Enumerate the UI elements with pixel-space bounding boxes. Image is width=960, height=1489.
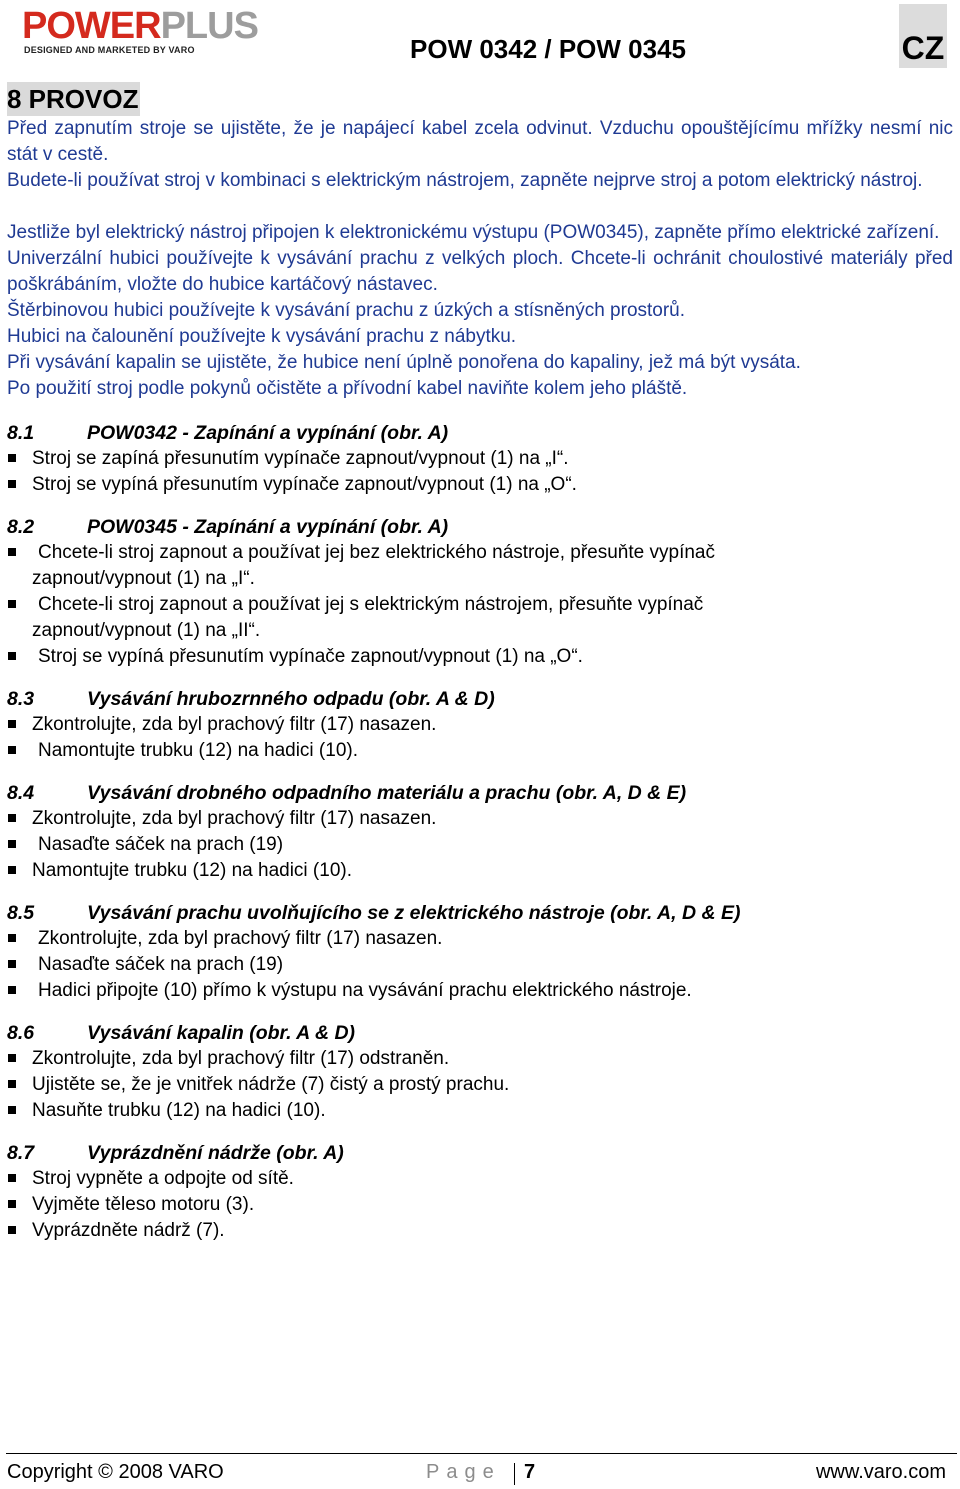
list-item: Zkontrolujte, zda byl prachový filtr (17) odstraněn. bbox=[7, 1046, 953, 1072]
intro-paragraph: Štěrbinovou hubici používejte k vysávání prachu z úzkých a stísněných prostorů. bbox=[7, 300, 686, 321]
bullet-icon bbox=[8, 1226, 16, 1234]
list-item: Zkontrolujte, zda byl prachový filtr (17) nasazen. bbox=[7, 712, 953, 738]
list-item: Stroj se vypíná přesunutím vypínače zapnout/vypnout (1) na „O“. bbox=[7, 472, 953, 498]
logo-tagline: DESIGNED AND MARKETED BY VARO bbox=[24, 45, 195, 55]
list-item: Chcete-li stroj zapnout a používat jej bez elektrického nástroje, přesuňte vypínač zapnout/vypnout (1) na „I“. bbox=[7, 540, 953, 592]
intro-paragraph: Budete-li používat stroj v kombinaci s elektrickým nástrojem, zapněte nejprve stroj a potom elektrický nástroj. bbox=[7, 170, 923, 191]
list-item: Zkontrolujte, zda byl prachový filtr (17) nasazen. bbox=[7, 926, 953, 952]
bullet-list bbox=[7, 1166, 953, 1244]
bullet-icon bbox=[8, 960, 16, 968]
bullet-icon bbox=[8, 652, 16, 660]
bullet-icon bbox=[8, 1200, 16, 1208]
subsection-heading: 8.4 Vysávání drobného odpadního materiálu a prachu (obr. A, D & E) bbox=[7, 782, 687, 804]
bullet-list bbox=[7, 446, 953, 498]
bullet-list bbox=[7, 806, 953, 884]
bullet-icon bbox=[8, 746, 16, 754]
subsection-heading: 8.6 Vysávání kapalin (obr. A & D) bbox=[7, 1022, 356, 1044]
bullet-icon bbox=[8, 866, 16, 874]
list-item: Stroj vypněte a odpojte od sítě. bbox=[7, 1166, 953, 1192]
bullet-list bbox=[7, 712, 953, 764]
intro-block bbox=[7, 116, 953, 402]
list-item: Zkontrolujte, zda byl prachový filtr (17) nasazen. bbox=[7, 806, 953, 832]
copyright-text: Copyright © 2008 VARO bbox=[7, 1461, 224, 1483]
bullet-icon bbox=[8, 814, 16, 822]
list-item: Ujistěte se, že je vnitřek nádrže (7) čistý a prostý prachu. bbox=[7, 1072, 953, 1098]
bullet-icon bbox=[8, 986, 16, 994]
list-item: Nasuňte trubku (12) na hadici (10). bbox=[7, 1098, 953, 1124]
language-badge: CZ bbox=[899, 4, 947, 68]
bullet-list bbox=[7, 540, 953, 670]
powerplus-logo bbox=[22, 5, 354, 56]
list-item: Stroj se zapíná přesunutím vypínače zapnout/vypnout (1) na „I“. bbox=[7, 446, 953, 472]
intro-paragraph: Při vysávání kapalin se ujistěte, že hubice není úplně ponořena do kapaliny, jež má být vysáta. bbox=[7, 352, 801, 373]
list-item: Nasaďte sáček na prach (19) bbox=[7, 832, 953, 858]
intro-paragraph: Univerzální hubici používejte k vysávání prachu z velkých ploch. Chcete-li ochránit choulostivé materiály před poškrábáním, vložte do hubice kartáčový nástavec. bbox=[7, 248, 953, 295]
list-item: Nasaďte sáček na prach (19) bbox=[7, 952, 953, 978]
list-item: Chcete-li stroj zapnout a používat jej s elektrickým nástrojem, přesuňte vypínač zapnout/vypnout (1) na „II“. bbox=[7, 592, 953, 644]
bullet-icon bbox=[8, 840, 16, 848]
subsection-heading: 8.1 POW0342 - Zapínání a vypínání (obr. A) bbox=[7, 422, 449, 444]
bullet-list bbox=[7, 926, 953, 1004]
page-label: Page bbox=[426, 1461, 501, 1483]
bullet-list bbox=[7, 1046, 953, 1124]
intro-paragraph: Jestliže byl elektrický nástroj připojen k elektronickému výstupu (POW0345), zapněte přímo elektrické zařízení. bbox=[7, 222, 940, 243]
intro-paragraph: Před zapnutím stroje se ujistěte, že je napájecí kabel zcela odvinut. Vzduchu opouštějícímu mřížky nesmí nic stát v cestě. bbox=[7, 118, 953, 165]
document-body bbox=[7, 82, 953, 1244]
subsection-heading: 8.3 Vysávání hrubozrnného odpadu (obr. A & D) bbox=[7, 688, 495, 710]
bullet-icon bbox=[8, 1080, 16, 1088]
intro-paragraph: Po použití stroj podle pokynů očistěte a přívodní kabel naviňte kolem jeho pláště. bbox=[7, 378, 688, 399]
logo-wordmark: POWERPLUS bbox=[22, 5, 258, 47]
bullet-icon bbox=[8, 600, 16, 608]
bullet-icon bbox=[8, 1054, 16, 1062]
bullet-icon bbox=[8, 720, 16, 728]
list-item: Vyjměte těleso motoru (3). bbox=[7, 1192, 953, 1218]
list-item: Hadici připojte (10) přímo k výstupu na vysávání prachu elektrického nástroje. bbox=[7, 978, 953, 1004]
list-item: Stroj se vypíná přesunutím vypínače zapnout/vypnout (1) na „O“. bbox=[7, 644, 953, 670]
subsection-heading: 8.2 POW0345 - Zapínání a vypínání (obr. A) bbox=[7, 516, 449, 538]
section-heading: 8 PROVOZ bbox=[7, 84, 139, 114]
model-title: POW 0342 / POW 0345 bbox=[410, 34, 687, 64]
bullet-icon bbox=[8, 934, 16, 942]
list-item: Namontujte trubku (12) na hadici (10). bbox=[7, 738, 953, 764]
page-footer bbox=[0, 1459, 960, 1489]
list-item: Vyprázdněte nádrž (7). bbox=[7, 1218, 953, 1244]
footer-divider bbox=[6, 1453, 957, 1454]
bullet-icon bbox=[8, 454, 16, 462]
subsection-heading: 8.5 Vysávání prachu uvolňujícího se z elektrického nástroje (obr. A, D & E) bbox=[7, 902, 741, 924]
bullet-icon bbox=[8, 1106, 16, 1114]
bullet-icon bbox=[8, 548, 16, 556]
subsection-heading: 8.7 Vyprázdnění nádrže (obr. A) bbox=[7, 1142, 344, 1164]
intro-paragraph: Hubici na čalounění používejte k vysávání prachu z nábytku. bbox=[7, 326, 517, 347]
bullet-icon bbox=[8, 1174, 16, 1182]
website-link[interactable]: www.varo.com bbox=[815, 1461, 946, 1483]
page-header bbox=[0, 0, 960, 72]
bullet-icon bbox=[8, 480, 16, 488]
page-separator bbox=[514, 1463, 515, 1485]
list-item: Namontujte trubku (12) na hadici (10). bbox=[7, 858, 953, 884]
page-number: 7 bbox=[524, 1461, 536, 1483]
